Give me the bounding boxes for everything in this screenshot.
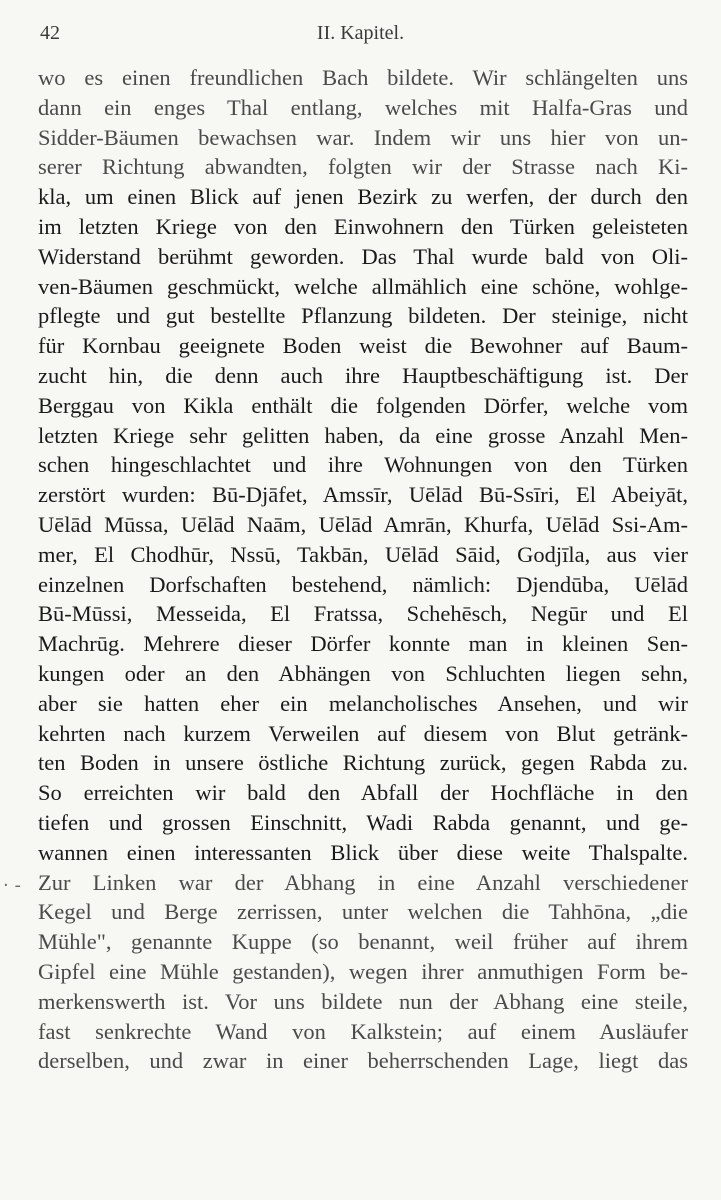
text-line: tiefen und grossen Einschnitt, Wadi Rabda genannt, und ge- xyxy=(38,809,688,835)
text-line: Gipfel eine Mühle gestanden), wegen ihrer anmuthigen Form be- xyxy=(38,958,688,984)
text-line: letzten Kriege sehr gelitten haben, da eine grosse Anzahl Men- xyxy=(38,422,688,448)
text-line: dann ein enges Thal entlang, welches mit Halfa-Gras und xyxy=(38,94,688,120)
text-line: Mühle", genannte Kuppe (so benannt, weil früher auf ihrem xyxy=(38,929,688,955)
text-line: merkenswerth ist. Vor uns bildete nun der Abhang eine steile, xyxy=(38,988,688,1014)
text-line: ten Boden in unsere östliche Richtung zurück, gegen Rabda zu. xyxy=(38,750,688,776)
text-line: Berggau von Kikla enthält die folgenden Dörfer, welche vom xyxy=(38,392,688,418)
text-line: einzelnen Dorfschaften bestehend, nämlich: Djendūba, Uēlād xyxy=(38,571,688,597)
text-line: Sidder-Bäumen bewachsen war. Indem wir uns hier von un- xyxy=(38,124,688,150)
text-line: aber sie hatten eher ein melancholisches Ansehen, und wir xyxy=(38,690,688,716)
text-line: pflegte und gut bestellte Pflanzung bildeten. Der steinige, nicht xyxy=(38,303,688,329)
text-line: Bū-Mūssi, Messeida, El Fratssa, Schehēsch, Negūr und El xyxy=(38,601,688,627)
body-text xyxy=(38,63,688,1076)
running-head: II. Kapitel. xyxy=(316,22,405,44)
text-line: Zur Linken war der Abhang in eine Anzahl verschiedener xyxy=(38,869,688,895)
page-number: 42 xyxy=(40,22,60,44)
text-line: schen hingeschlachtet und ihre Wohnungen von den Türken xyxy=(38,452,688,478)
text-line: ven-Bäumen geschmückt, welche allmählich eine schöne, wohlge- xyxy=(38,273,688,299)
text-line: kehrten nach kurzem Verweilen auf diesem von Blut getränk- xyxy=(38,720,688,746)
text-line: Kegel und Berge zerrissen, unter welchen die Tahhōna, „die xyxy=(38,899,688,925)
text-line: wannen einen interessanten Blick über diese weite Thalspalte. xyxy=(38,839,688,865)
text-line: kungen oder an den Abhängen von Schluchten liegen sehn, xyxy=(38,660,688,686)
text-line: wo es einen freundlichen Bach bildete. Wir schlängelten uns xyxy=(38,65,688,90)
text-line: zerstört wurden: Bū-Djāfet, Amssīr, Uēlād Bū-Ssīri, El Abeiyāt, xyxy=(38,482,688,508)
text-line: Widerstand berühmt geworden. Das Thal wurde bald von Oli- xyxy=(38,243,688,269)
text-line: Machrūg. Mehrere dieser Dörfer konnte man in kleinen Sen- xyxy=(38,631,688,657)
text-line: im letzten Kriege von den Einwohnern den Türken geleisteten xyxy=(38,213,688,239)
text-line: kla, um einen Blick auf jenen Bezirk zu werfen, der durch den xyxy=(38,184,688,210)
text-line: zucht hin, die denn auch ihre Hauptbeschäftigung ist. Der xyxy=(38,362,688,388)
text-line: Uēlād Mūssa, Uēlād Naām, Uēlād Amrān, Khurfa, Uēlād Ssi-Am- xyxy=(38,511,688,537)
text-line: fast senkrechte Wand von Kalkstein; auf einem Ausläufer xyxy=(38,1018,688,1044)
page-header xyxy=(40,22,681,52)
text-line: So erreichten wir bald den Abfall der Hochfläche in den xyxy=(38,780,688,806)
margin-mark: · - xyxy=(3,875,21,896)
text-line: für Kornbau geeignete Boden weist die Bewohner auf Baum- xyxy=(38,333,688,359)
text-line: serer Richtung abwandten, folgten wir der Strasse nach Ki- xyxy=(38,154,688,180)
text-line: mer, El Chodhūr, Nssū, Takbān, Uēlād Sāid, Godjīla, aus vier xyxy=(38,541,688,567)
text-line: derselben, und zwar in einer beherrschenden Lage, liegt das xyxy=(38,1048,688,1074)
